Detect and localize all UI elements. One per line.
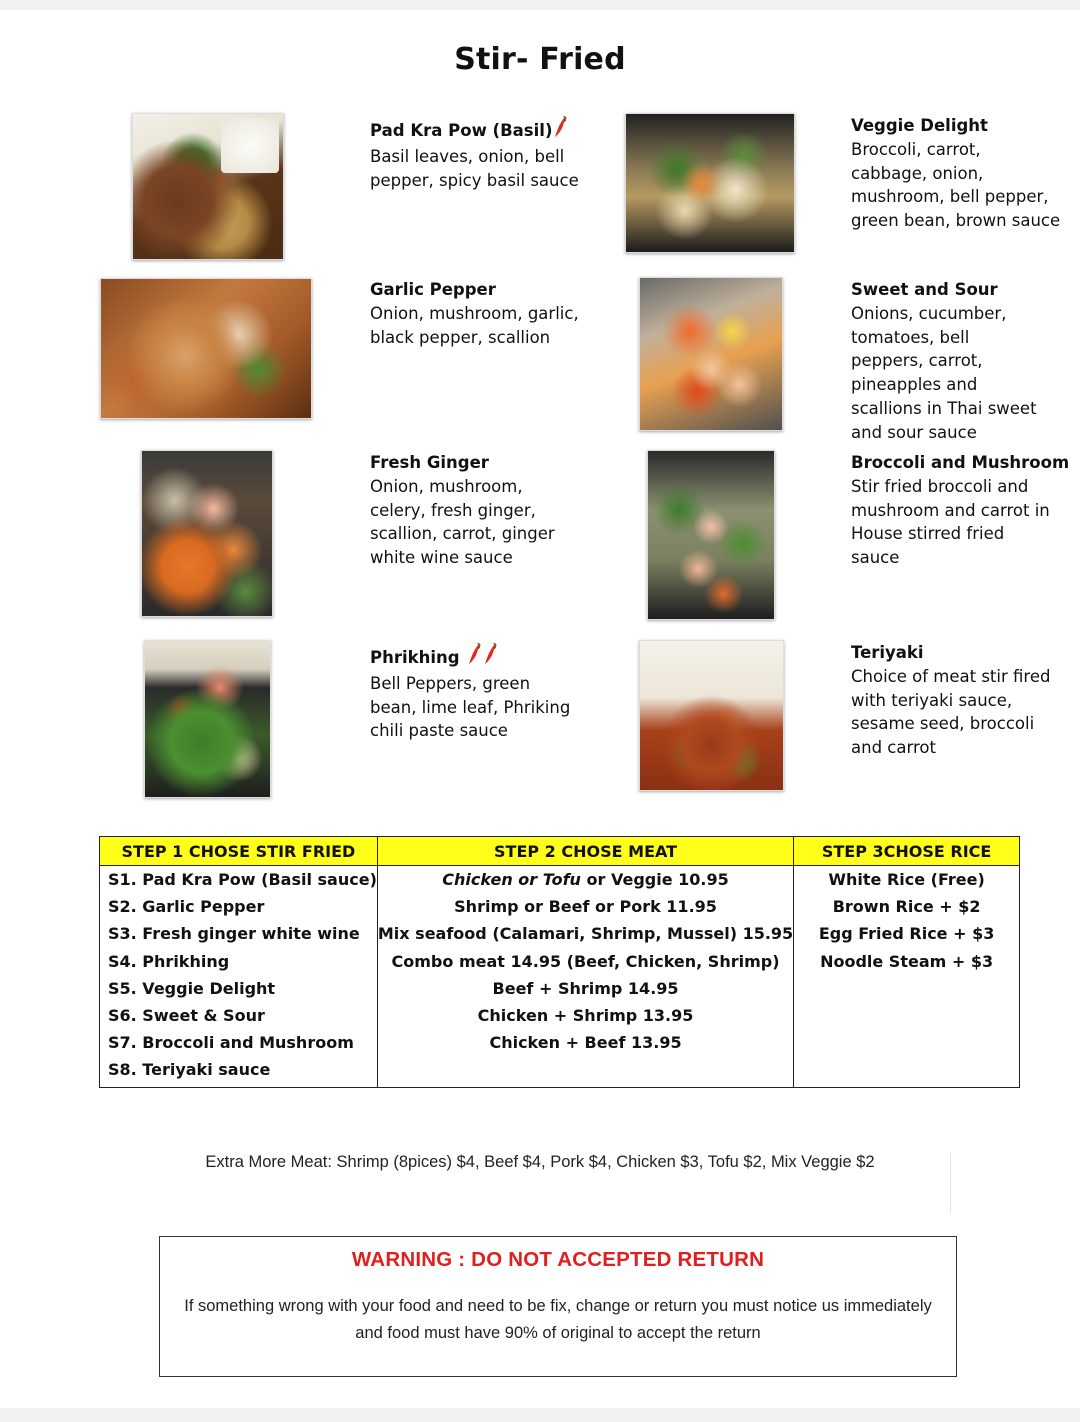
- dish-description: Broccoli, carrot, cabbage, onion, mushroom, bell pepper, green bean, brown sauce: [851, 139, 1061, 231]
- warning-text: If something wrong with your food and need to be fix, change or return you must notice us immediately and food must have 90% of original to accept the return: [184, 1297, 932, 1342]
- list-item: S1. Pad Kra Pow (Basil sauce): [108, 870, 377, 889]
- dish-name: Teriyaki: [851, 643, 924, 662]
- step1-header: STEP 1 CHOSE STIR FRIED: [100, 837, 378, 866]
- list-item: [378, 866, 793, 893]
- list-item: Combo meat 14.95 (Beef, Chicken, Shrimp): [391, 951, 780, 971]
- list-item: Mix seafood (Calamari, Shrimp, Mussel) 15.95: [377, 924, 794, 944]
- italic-meat-choice: Chicken or Tofu: [442, 870, 581, 889]
- list-item: Shrimp or Beef or Pork 11.95: [454, 897, 717, 917]
- list-item: Brown Rice + $2: [832, 897, 981, 917]
- list-item: White Rice (Free): [828, 870, 985, 889]
- step3-list: [794, 866, 1020, 1088]
- step2-header: STEP 2 CHOSE MEAT: [377, 837, 793, 866]
- page-title: Stir- Fried: [454, 42, 626, 77]
- step1-list: [100, 866, 378, 1088]
- pad-kra-pow-photo: [132, 113, 284, 260]
- dish-description: Choice of meat stir fired with teriyaki sauce, sesame seed, broccoli and carrot: [851, 666, 1051, 758]
- dish-name: Veggie Delight: [851, 116, 988, 135]
- dish-broccoli-mushroom: [851, 451, 1069, 570]
- list-item: Chicken + Shrimp 13.95: [477, 1005, 694, 1025]
- dish-description: Onions, cucumber, tomatoes, bell peppers, carrot, pineapples and scallions in Thai sweet and sour sauce: [851, 303, 1037, 442]
- veggie-delight-photo: [625, 113, 795, 253]
- broccoli-mushroom-photo: [647, 450, 775, 620]
- dish-teriyaki: [851, 641, 1051, 760]
- list-item: S2. Garlic Pepper: [108, 897, 265, 917]
- fresh-ginger-photo: [141, 450, 273, 617]
- chili-icon: [468, 643, 500, 672]
- dish-fresh-ginger: [370, 451, 560, 570]
- list-item: S4. Phrikhing: [108, 951, 230, 971]
- dish-sweet-and-sour: [851, 278, 1041, 445]
- dish-description: Bell Peppers, green bean, lime leaf, Phriking chili paste sauce: [370, 673, 571, 741]
- dish-name: Sweet and Sour: [851, 280, 998, 299]
- dish-name: Pad Kra Pow (Basil): [370, 121, 553, 140]
- list-item: S6. Sweet & Sour: [108, 1005, 265, 1025]
- warning-box: [159, 1236, 957, 1377]
- dish-description: Onion, mushroom, garlic, black pepper, scallion: [370, 303, 579, 347]
- dish-description: Onion, mushroom, celery, fresh ginger, scallion, carrot, ginger white wine sauce: [370, 476, 555, 568]
- list-item: S5. Veggie Delight: [108, 978, 276, 998]
- list-item: S7. Broccoli and Mushroom: [108, 1033, 354, 1053]
- menu-page: [0, 10, 1080, 1408]
- meat-price: or Veggie 10.95: [580, 870, 729, 889]
- dish-name: Garlic Pepper: [370, 280, 496, 299]
- order-steps-table: [99, 836, 1020, 1088]
- list-item: Egg Fried Rice + $3: [818, 924, 995, 944]
- dish-garlic-pepper: [370, 278, 580, 349]
- step2-list: [377, 866, 793, 1088]
- list-item: S8. Teriyaki sauce: [108, 1060, 271, 1080]
- teriyaki-photo: [639, 640, 784, 791]
- list-item: Chicken + Beef 13.95: [489, 1033, 682, 1053]
- sweet-and-sour-photo: [639, 277, 783, 431]
- phrikhing-photo: [144, 640, 271, 798]
- dish-phrikhing: [370, 643, 580, 743]
- dish-name: Fresh Ginger: [370, 453, 489, 472]
- chili-icon: [554, 116, 568, 145]
- warning-title: WARNING : DO NOT ACCEPTED RETURN: [351, 1248, 765, 1271]
- divider: [950, 1153, 951, 1213]
- list-item: Beef + Shrimp 14.95: [492, 978, 679, 998]
- dish-pad-kra-pow: [370, 116, 580, 192]
- extra-meat-note: Extra More Meat: Shrimp (8pices) $4, Beef $4, Pork $4, Chicken $3, Tofu $2, Mix Veggie $2: [205, 1153, 875, 1171]
- garlic-pepper-photo: [100, 278, 312, 419]
- step3-header: STEP 3CHOSE RICE: [794, 837, 1020, 866]
- list-item: Noodle Steam + $3: [820, 951, 994, 971]
- dish-name: Phrikhing: [370, 648, 460, 667]
- dish-veggie-delight: [851, 114, 1061, 233]
- dish-description: Basil leaves, onion, bell pepper, spicy basil sauce: [370, 146, 579, 190]
- dish-description: Stir fried broccoli and mushroom and carrot in House stirred fried sauce: [851, 476, 1050, 568]
- dish-name: Broccoli and Mushroom: [851, 453, 1070, 472]
- list-item: S3. Fresh ginger white wine: [108, 924, 360, 944]
